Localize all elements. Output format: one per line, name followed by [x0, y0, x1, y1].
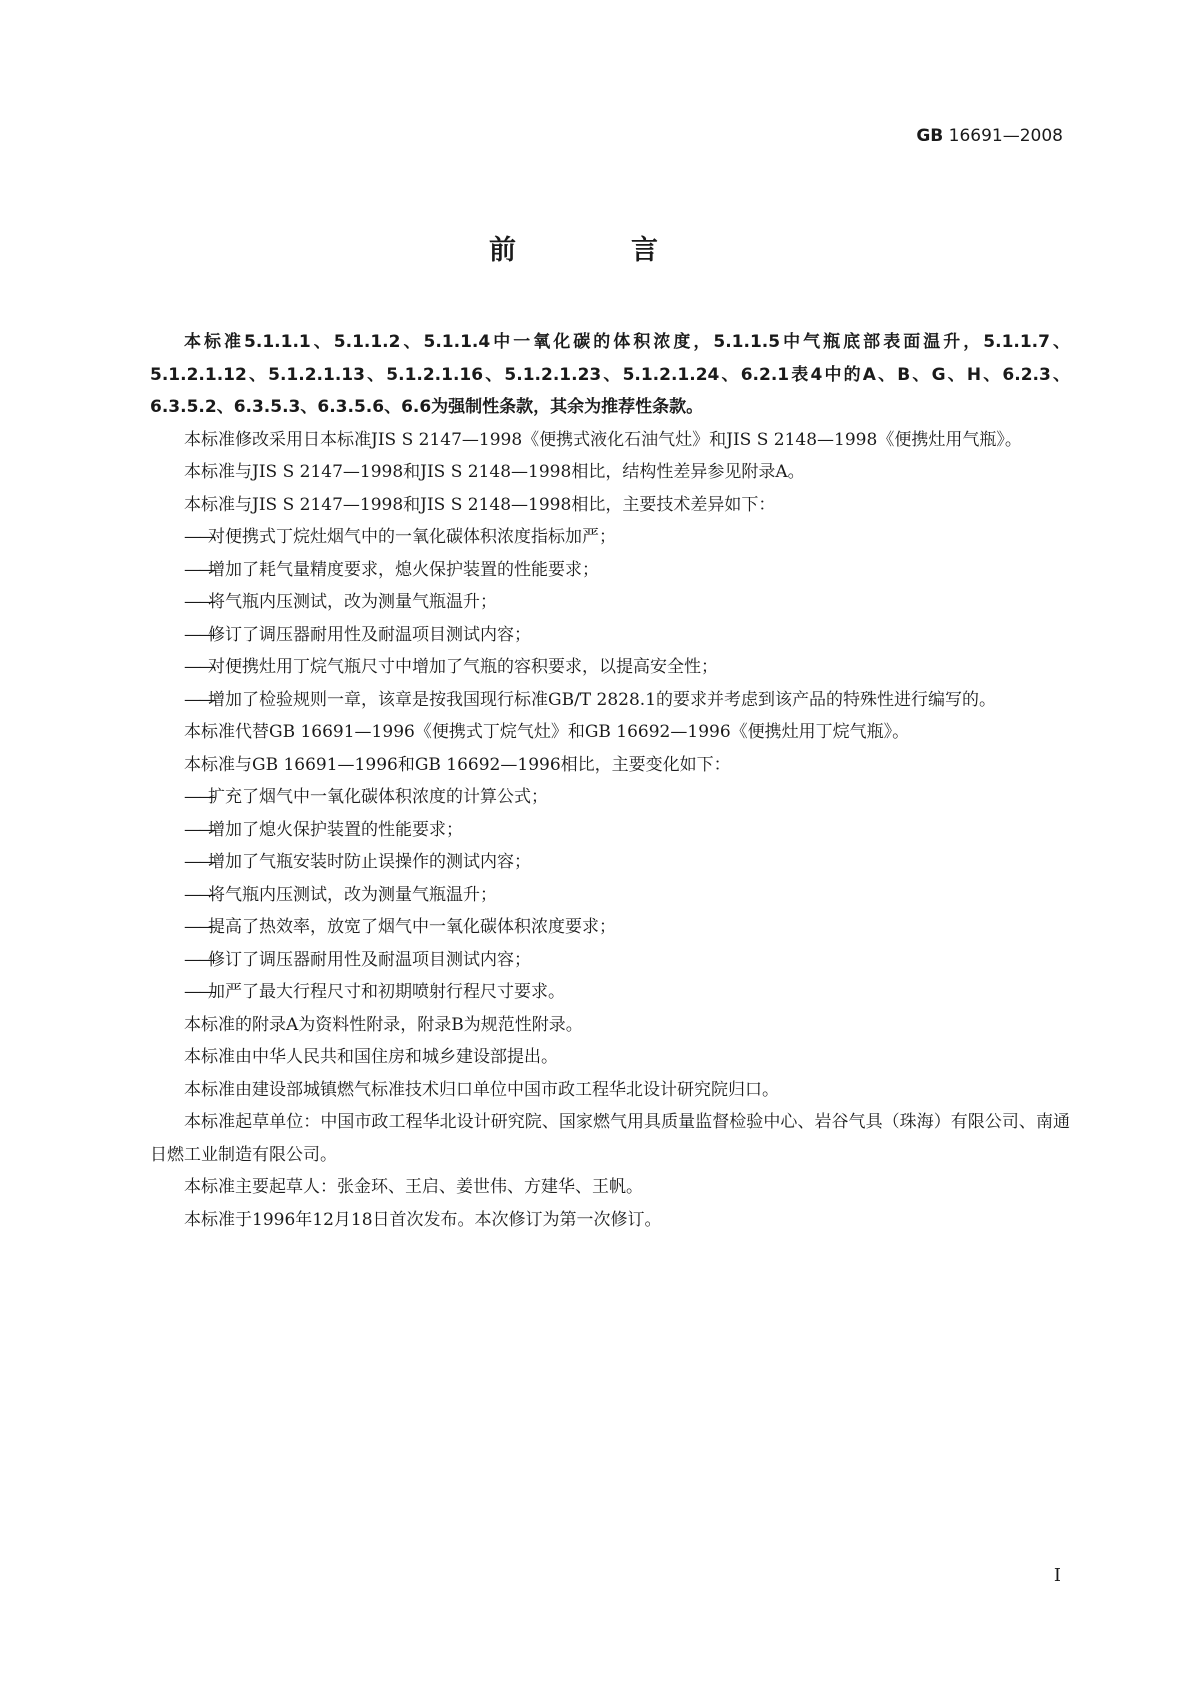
page-number: I	[1053, 1565, 1061, 1586]
paragraph: 本标准修改采用日本标准JIS S 2147—1998《便携式液化石油气灶》和JIS S 2148—1998《便携灶用气瓶》。	[184, 429, 1022, 450]
dash-bullet: ——	[184, 982, 214, 1002]
mandatory-clauses-paragraph: 本标准5.1.1.1、5.1.1.2、5.1.1.4中一氧化碳的体积浓度，5.1.1.5中气瓶底部表面温升，5.1.1.7、5.1.2.1.12、5.1.2.1.13、5.1.2.1.16、5.1.2.1.23、5.1.2.1.24、6.2.1表4中的A、B、G、H、6.2.3、6.3.5.2、6.3.5.3、6.3.5.6、6.6为强制性条款，其余为推荐性条款。	[150, 332, 1070, 417]
list-item: ——扩充了烟气中一氧化碳体积浓度的计算公式；	[150, 781, 1070, 814]
list-item: ——将气瓶内压测试，改为测量气瓶温升；	[150, 879, 1070, 912]
dash-bullet: ——	[184, 949, 214, 970]
dash-bullet: ——	[184, 592, 214, 612]
paragraph: 本标准起草单位：中国市政工程华北设计研究院、国家燃气用具质量监督检验中心、岩谷气具（珠海）有限公司、南通日燃工业制造有限公司。	[150, 1112, 1070, 1165]
paragraph: 本标准于1996年12月18日首次发布。本次修订为第一次修订。	[184, 1209, 662, 1230]
paragraph: 本标准由建设部城镇燃气标准技术归口单位中国市政工程华北设计研究院归口。	[184, 1079, 779, 1100]
foreword-body	[150, 326, 1070, 1236]
paragraph: 本标准由中华人民共和国住房和城乡建设部提出。	[184, 1047, 558, 1067]
dash-bullet: ——	[184, 852, 214, 872]
paragraph: 本标准代替GB 16691—1996《便携式丁烷气灶》和GB 16692—1996《便携灶用丁烷气瓶》。	[184, 722, 910, 742]
paragraph: 本标准与JIS S 2147—1998和JIS S 2148—1998相比，主要技术差异如下：	[184, 494, 776, 515]
standard-code-prefix: GB	[916, 126, 944, 146]
list-item: ——对便携灶用丁烷气瓶尺寸中增加了气瓶的容积要求，以提高安全性；	[150, 651, 1070, 684]
standard-code	[916, 126, 1063, 146]
list-item: ——对便携式丁烷灶烟气中的一氧化碳体积浓度指标加严；	[150, 521, 1070, 554]
list-item: ——增加了熄火保护装置的性能要求；	[150, 814, 1070, 847]
dash-bullet: ——	[184, 689, 214, 710]
dash-bullet: ——	[184, 657, 214, 677]
dash-bullet: ——	[184, 917, 214, 937]
list-item: ——增加了气瓶安装时防止误操作的测试内容；	[150, 846, 1070, 879]
list-item: ——加严了最大行程尺寸和初期喷射行程尺寸要求。	[150, 976, 1070, 1009]
paragraph: 本标准与GB 16691—1996和GB 16692—1996相比，主要变化如下：	[184, 754, 731, 775]
dash-bullet: ——	[184, 624, 214, 645]
dash-bullet: ——	[184, 559, 214, 580]
paragraph: 本标准的附录A为资料性附录，附录B为规范性附录。	[184, 1014, 583, 1035]
page-title: 前 言	[489, 235, 702, 266]
list-item: ——将气瓶内压测试，改为测量气瓶温升；	[150, 586, 1070, 619]
list-item: ——修订了调压器耐用性及耐温项目测试内容；	[150, 944, 1070, 977]
standard-code-number: 16691—2008	[948, 126, 1063, 146]
list-item: ——提高了热效率，放宽了烟气中一氧化碳体积浓度要求；	[150, 911, 1070, 944]
dash-bullet: ——	[184, 787, 214, 807]
dash-bullet: ——	[184, 884, 214, 905]
list-item: ——增加了耗气量精度要求，熄火保护装置的性能要求；	[150, 554, 1070, 587]
paragraph: 本标准与JIS S 2147—1998和JIS S 2148—1998相比，结构性差异参见附录A。	[184, 462, 805, 482]
dash-bullet: ——	[184, 819, 214, 840]
dash-bullet: ——	[184, 527, 214, 547]
list-item: ——修订了调压器耐用性及耐温项目测试内容；	[150, 619, 1070, 652]
paragraph: 本标准主要起草人：张金环、王启、姜世伟、方建华、王帆。	[184, 1177, 643, 1197]
list-item: ——增加了检验规则一章，该章是按我国现行标准GB/T 2828.1的要求并考虑到该产品的特殊性进行编写的。	[150, 684, 1070, 717]
